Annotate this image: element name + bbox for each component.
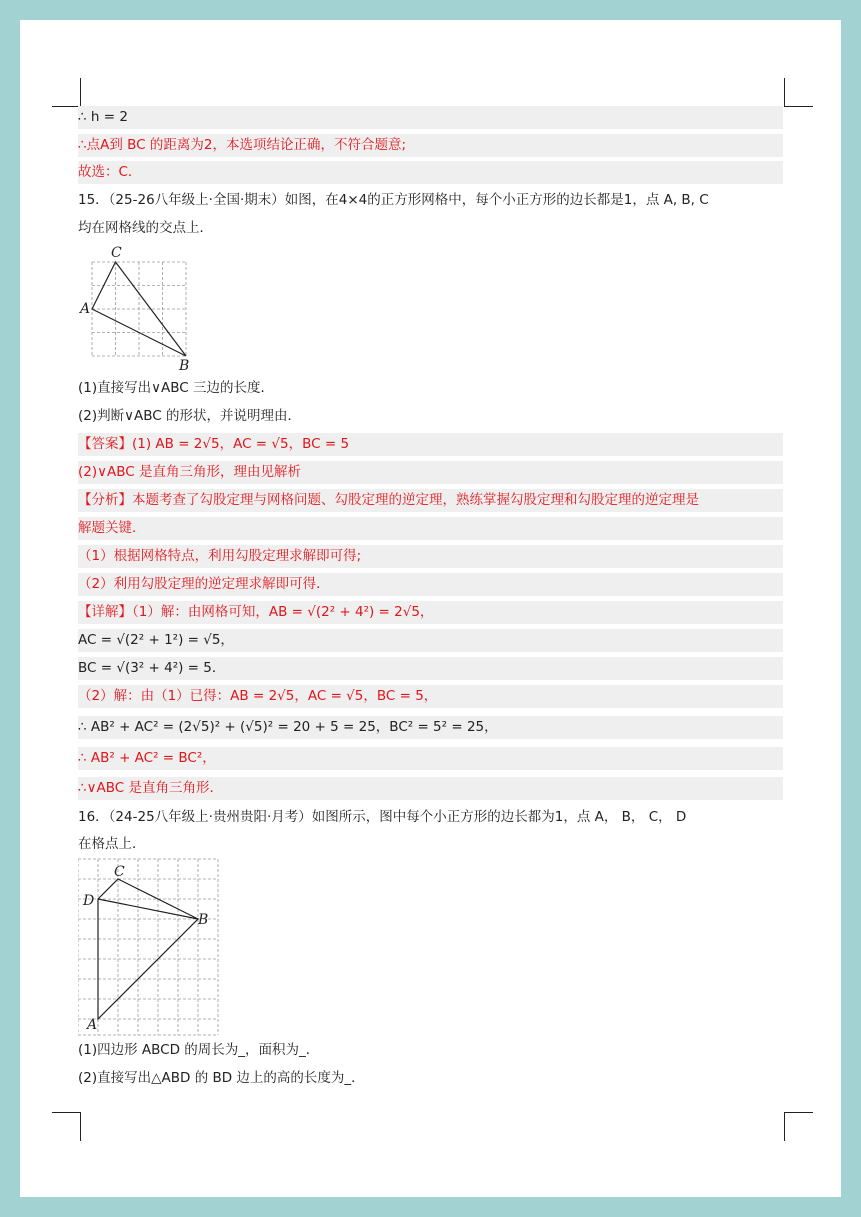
detail-line: AC = √(2² + 1²) = √5， — [78, 629, 783, 652]
question-16-stem: 16．（24-25八年级上·贵州贵阳·月考）如图所示，图中每个小正方形的边长都为1，点 A， B， C， D — [78, 809, 687, 825]
crop-mark-top-right — [784, 78, 813, 107]
diagonal-bd — [98, 899, 198, 919]
figure-q16-grid-quadrilateral — [78, 855, 223, 1038]
answer-line: 【答案】(1) AB = 2√5，AC = √5，BC = 5 — [78, 433, 783, 456]
quadrilateral-abcd — [98, 879, 198, 1019]
solution-line: ∴ h = 2 — [78, 106, 783, 129]
question-15-part-2: (2)判断∨ABC 的形状，并说明理由． — [78, 408, 301, 424]
point-label-a: A — [87, 1017, 98, 1033]
question-16-part-1: (1)四边形 ABCD 的周长为_，面积为_． — [78, 1042, 320, 1058]
point-label-c: C — [114, 864, 125, 880]
analysis-line: 【分析】本题考查了勾股定理与网格问题、勾股定理的逆定理，熟练掌握勾股定理和勾股定理的逆定理是 — [78, 489, 783, 512]
crop-mark-bottom-left — [52, 1112, 81, 1141]
figure-q15-grid-triangle — [78, 240, 193, 375]
conclusion-line: ∴∨ABC 是直角三角形． — [78, 777, 783, 800]
point-label-a: A — [80, 301, 91, 317]
answer-choice-line: 故选：C． — [78, 161, 783, 184]
question-16-part-2: (2)直接写出△ABD 的 BD 边上的高的长度为_． — [78, 1070, 365, 1086]
question-15-part-1: (1)直接写出∨ABC 三边的长度． — [78, 380, 274, 396]
detail-line — [78, 601, 783, 624]
question-15-stem: 15．（25-26八年级上·全国·期末）如图，在4×4的正方形网格中，每个小正方形的边长都是1，点 A, B, C — [78, 192, 709, 208]
analysis-line: 解题关键． — [78, 517, 783, 540]
detail-line: ∴ AB² + AC² = BC²， — [78, 747, 783, 770]
question-15-stem-cont: 均在网格线的交点上． — [78, 220, 213, 236]
point-label-d: D — [83, 893, 95, 909]
point-label-b: B — [179, 358, 190, 374]
detail-line: BC = √(3² + 4²) = 5． — [78, 657, 783, 680]
detail-line: ∴ AB² + AC² = (2√5)² + (√5)² = 20 + 5 = 25，BC² = 5² = 25， — [78, 716, 783, 739]
detail-line-text: 【详解】（1）解：由网格可知，AB = √(2² + 4²) = 2√5， — [78, 604, 434, 620]
answer-line: (2)∨ABC 是直角三角形，理由见解析 — [78, 461, 783, 484]
solution-line: ∴点A到 BC 的距离为2，本选项结论正确，不符合题意; — [78, 134, 783, 157]
point-label-b: B — [198, 912, 209, 928]
detail-line — [78, 685, 783, 708]
point-label-c: C — [111, 245, 122, 261]
crop-mark-bottom-right — [784, 1112, 813, 1141]
question-16-stem-cont: 在格点上． — [78, 836, 146, 852]
detail-line-text: （2）解：由（1）已得：AB = 2√5，AC = √5，BC = 5， — [78, 688, 438, 704]
analysis-step-2: （2）利用勾股定理的逆定理求解即可得． — [78, 573, 783, 596]
analysis-step-1: （1）根据网格特点，利用勾股定理求解即可得; — [78, 545, 783, 568]
crop-mark-top-left — [52, 78, 81, 107]
